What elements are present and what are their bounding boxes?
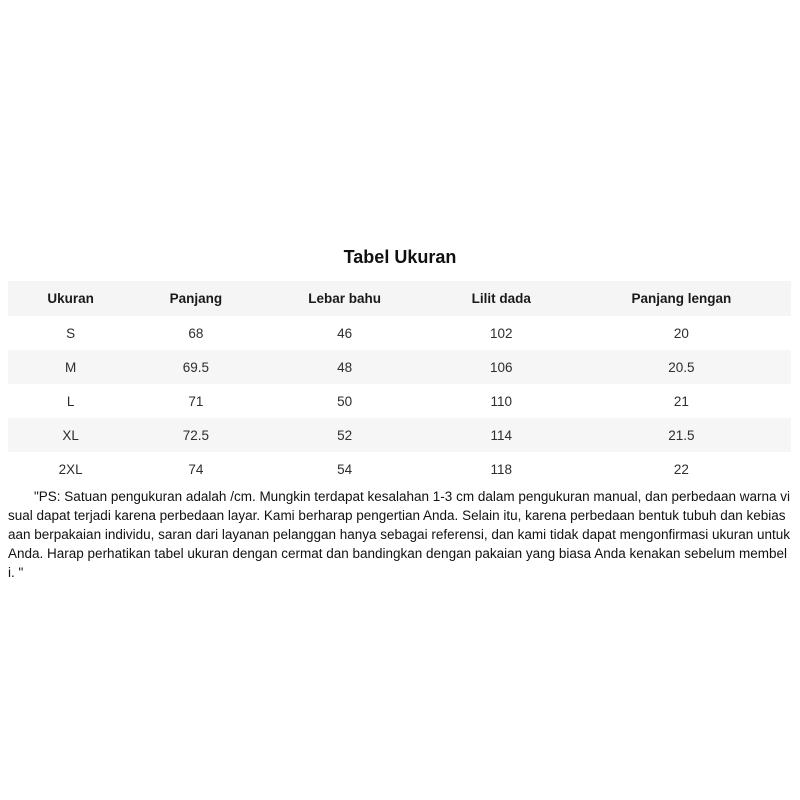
value-cell: 110 xyxy=(490,393,513,409)
value-cell: 52 xyxy=(337,427,353,443)
value-cell: 22 xyxy=(673,461,689,477)
size-cell: 2XL xyxy=(58,461,83,477)
value-cell: 118 xyxy=(490,461,513,477)
column-header-lebar-bahu: Lebar bahu xyxy=(259,281,431,316)
table-row-xl xyxy=(8,418,791,452)
value-cell: 50 xyxy=(337,393,353,409)
column-header-panjang-lengan: Panjang lengan xyxy=(572,281,791,316)
value-cell: 69.5 xyxy=(182,359,210,375)
size-cell: S xyxy=(66,325,76,341)
value-cell: 54 xyxy=(337,461,353,477)
column-header-ukuran: Ukuran xyxy=(8,281,133,316)
value-cell: 20 xyxy=(673,325,689,341)
size-table xyxy=(8,281,791,486)
size-cell: M xyxy=(65,359,77,375)
value-cell: 20.5 xyxy=(668,359,695,375)
value-cell: 48 xyxy=(337,359,353,375)
value-cell: 74 xyxy=(188,461,204,477)
column-header-lilit-dada: Lilit dada xyxy=(431,281,572,316)
table-row-s xyxy=(8,316,791,350)
table-header-row xyxy=(8,281,791,316)
value-cell: 102 xyxy=(489,325,513,341)
value-cell: 106 xyxy=(489,359,513,375)
value-cell: 114 xyxy=(490,427,513,443)
value-cell: 72.5 xyxy=(182,427,210,443)
measurement-disclaimer-note: "PS: Satuan pengukuran adalah /cm. Mungkin terdapat kesalahan 1-3 cm dalam pengukuran manual, dan perbedaan warna visual dapat terjadi karena perbedaan layar. Kami berharap pengertian Anda. Selain itu, karena perbedaan bentuk tubuh dan kebiasaan berpakaian individu, saran dari layanan pelanggan hanya sebagai referensi, dan kami tidak dapat mengonfirmasi ukuran untuk Anda. Harap perhatikan tabel ukuran dengan cermat dan bandingkan dengan pakaian yang biasa Anda kenakan sebelum membeli. " xyxy=(8,489,791,580)
value-cell: 46 xyxy=(337,325,353,341)
value-cell: 71 xyxy=(188,393,204,409)
size-cell: XL xyxy=(62,427,79,443)
value-cell: 68 xyxy=(188,325,204,341)
page-title: Tabel Ukuran xyxy=(343,247,457,267)
table-row-m xyxy=(8,350,791,384)
table-row-l xyxy=(8,384,791,418)
value-cell: 21.5 xyxy=(668,427,695,443)
table-row-2xl xyxy=(8,452,791,486)
size-cell: L xyxy=(66,393,75,409)
column-header-panjang: Panjang xyxy=(133,281,258,316)
value-cell: 21 xyxy=(673,393,689,409)
